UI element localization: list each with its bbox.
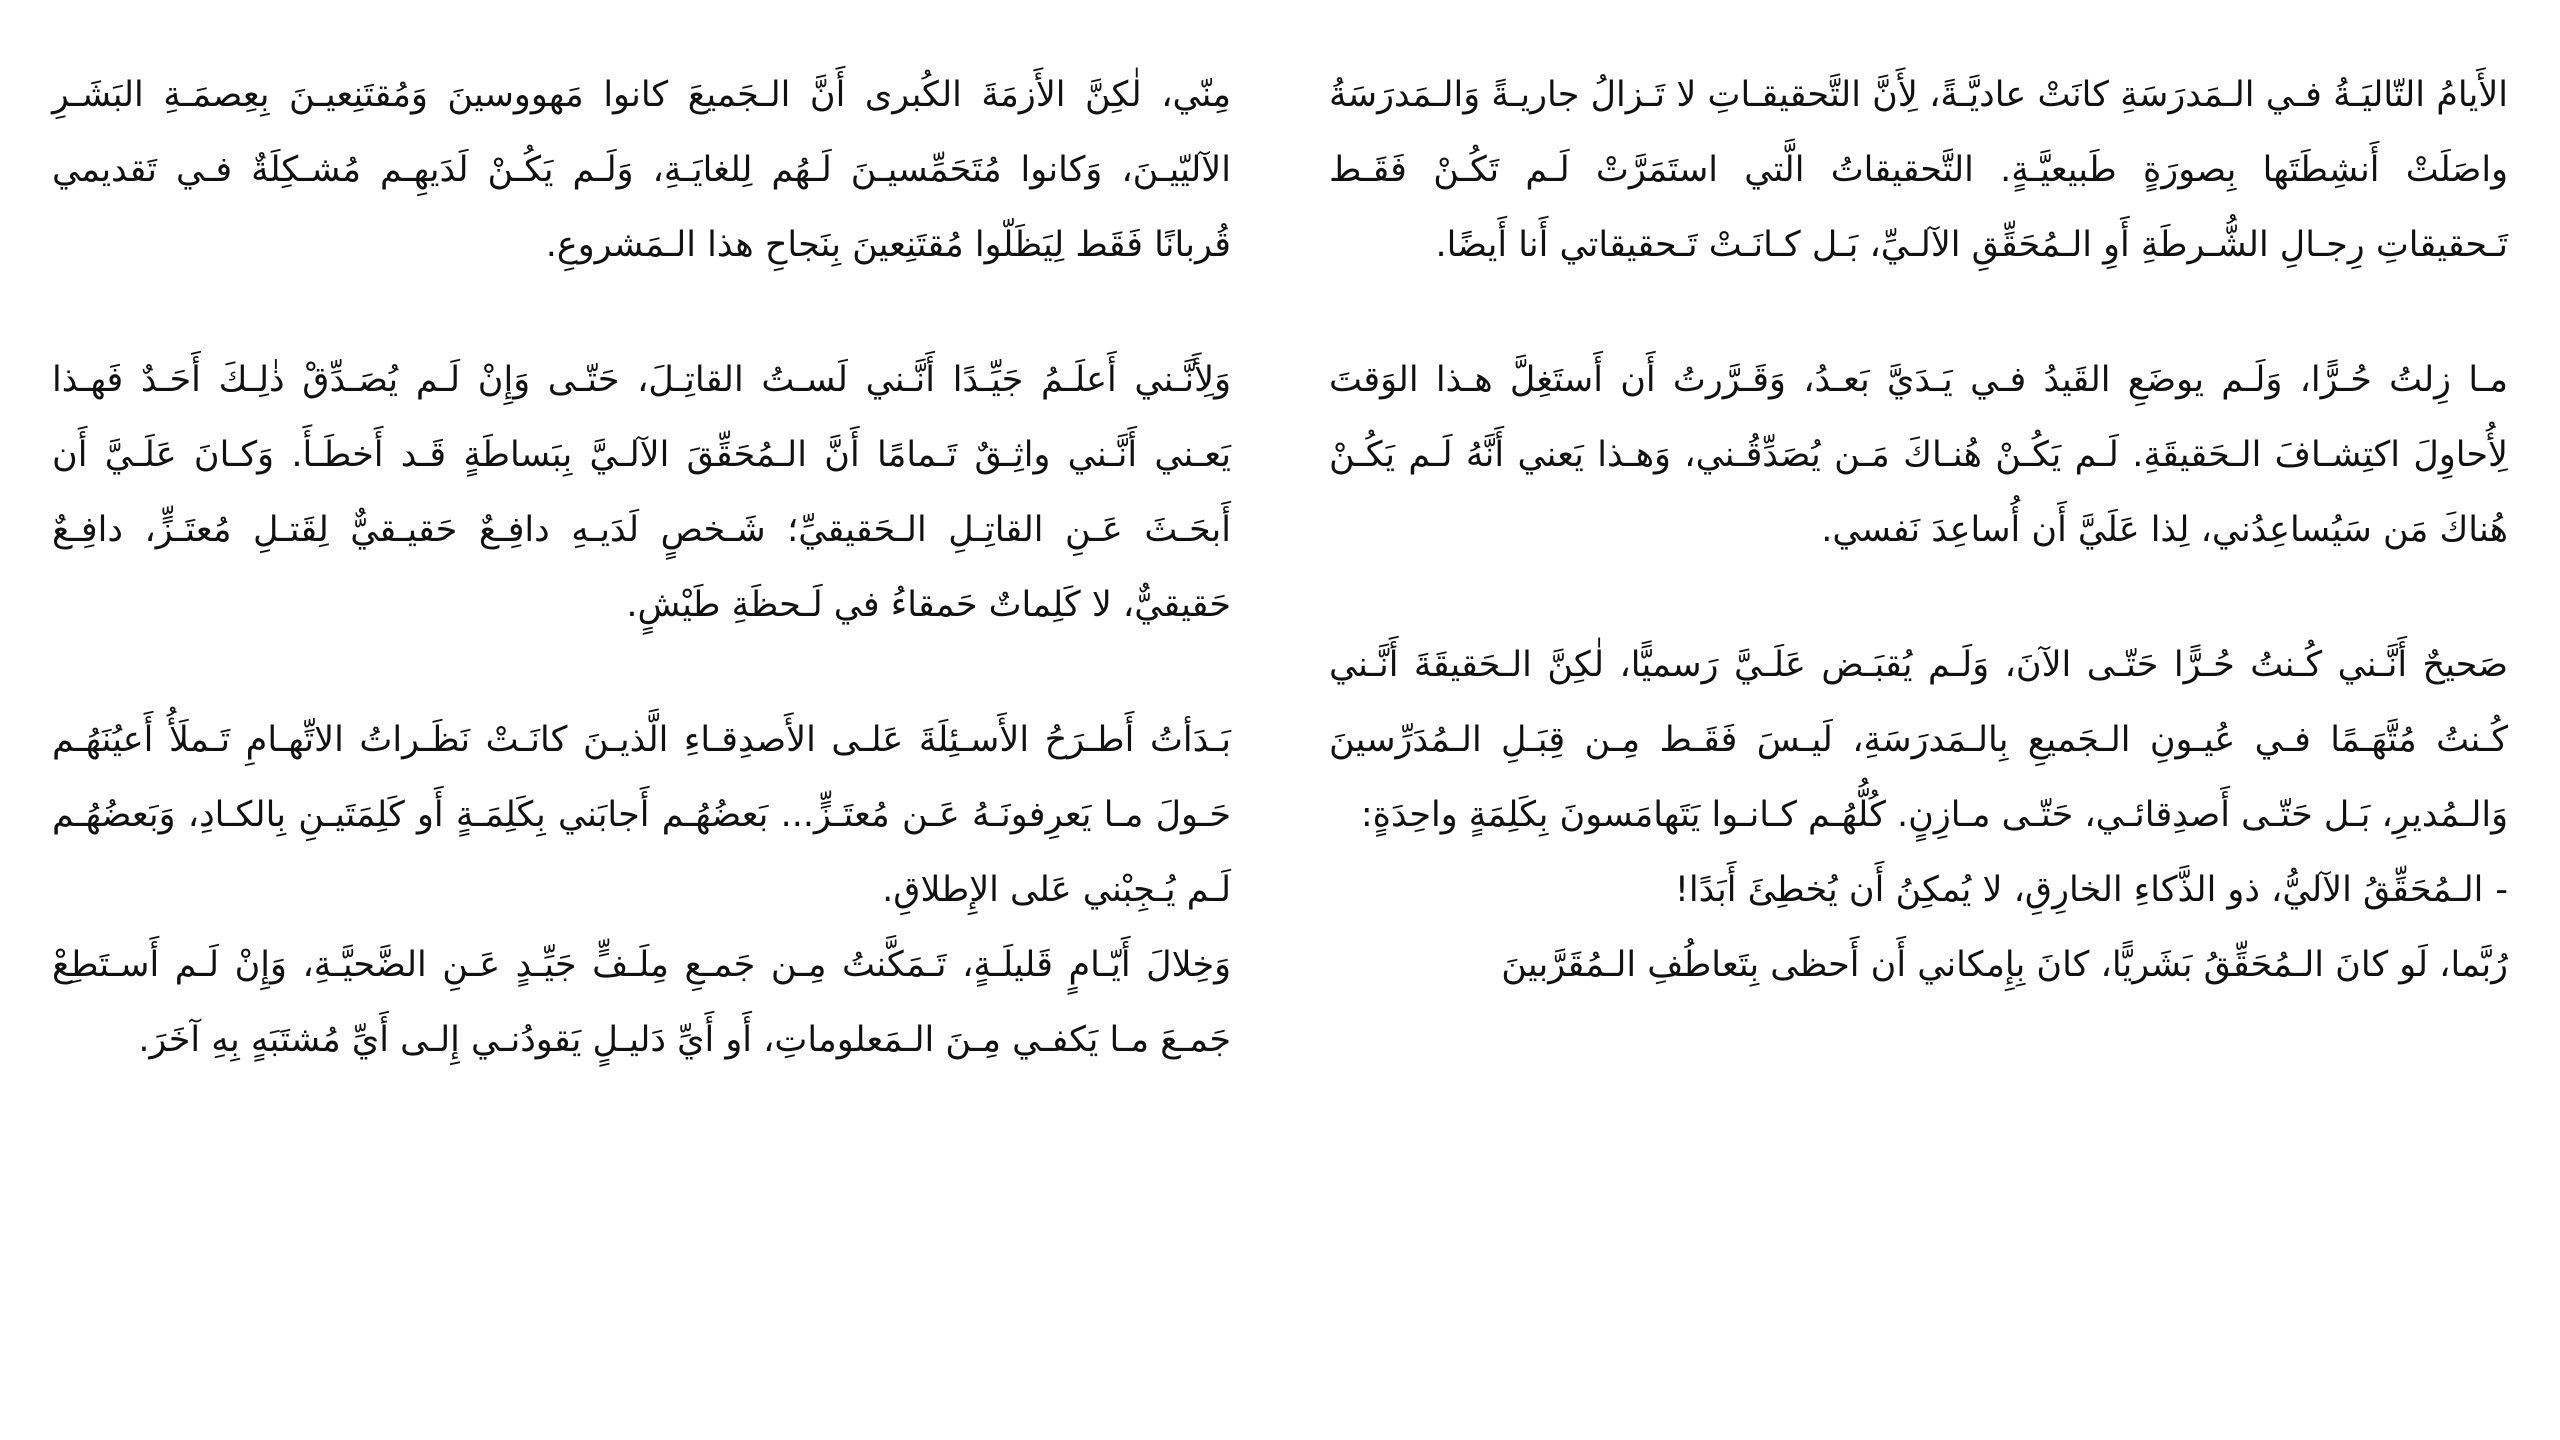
dialogue-text: الـمُحَقِّقُ الآليُّ، ذو الذَّكاءِ الخارِقِ، لا يُمكِنُ أَن يُخطِئَ أَبَدًا! (1674, 870, 2484, 910)
paragraph: مِنّي، لٰكِنَّ الأَزمَةَ الكُبرى أَنَّ الـجَميعَ كانوا مَهووسينَ وَمُقتَنِعيـنَ بِعِصمَـةِ البَشَـرِ الآليّيـنَ، وَكانوا مُتَحَمِّسيـنَ لَـهُم لِلغايَـةِ، وَلَـم يَكُـنْ لَدَيهِـم مُشـكِلَةٌ فـي تَقديمي قُربانًا فَقَط لِيَظَلّوا مُقتَنِعينَ بِنَجاحِ هذا الـمَشروعِ. (52, 75, 1231, 265)
paragraph: الأَيامُ التّاليَـةُ فـي الـمَدرَسَةِ كانَتْ عاديَّـةً، لِأَنَّ التَّحقيقـاتِ لا تَـزالُ جاريـةً وَالـمَدرَسَةُ واصَلَتْ أَنشِطَتَها بِصورَةٍ طَبيعيَّـةٍ. التَّحقيقاتُ الَّتي استَمَرَّتْ لَـم تَكُـنْ فَقَـط تَـحقيقاتِ رِجـالِ الشُّـرطَةِ أَوِ الـمُحَقِّقِ الآلـيِّ، بَـل كـانَـتْ تَـحقيقاتي أَنا أَيضًا. (1329, 75, 2508, 265)
paragraph: رُبَّما، لَو كانَ الـمُحَقِّقُ بَشَريًّا، كانَ بِإِمكاني أَن أَحظى بِتَعاطُفِ الـمُقَرَّبينَ (1501, 945, 2508, 985)
dialogue-dash: - (2495, 870, 2508, 910)
paragraph: بَـدَأتُ أَطـرَحُ الأَسـئِلَةَ عَلـى الأَصدِقـاءِ الَّذيـنَ كانَـتْ نَظَـراتُ الاتِّهـامِ تَـملَأُ أَعيُنَهُـم حَـولَ مـا يَعرِفونَـهُ عَـن مُعتَـزٍّ... بَعضُهُـم أَجابَني بِكَلِمَـةٍ أَو كَلِمَتَيـنِ بِالكـادِ، وَبَعضُهُـم لَـم يُـجِبْني عَلى الإِطلاقِ. (52, 720, 1231, 910)
dialogue-line (1329, 853, 2508, 928)
paragraph: مـا زِلتُ حُـرًّا، وَلَـم يوضَعِ القَيدُ فـي يَـدَيَّ بَعـدُ، وَقَـرَّرتُ أَن أَستَغِلَّ هـذا الوَقتَ لِأُحاوِلَ اكتِشـافَ الـحَقيقَةِ. لَـم يَكُـنْ هُنـاكَ مَـن يُصَدِّقُـني، وَهـذا يَعني أَنَّهُ لَـم يَكُـنْ هُناكَ مَن سَيُساعِدُني، لِذا عَلَيَّ أَن أُساعِدَ نَفسي. (1329, 360, 2508, 550)
paragraph: وَلِأَنَّـني أَعلَـمُ جَيِّـدًا أَنَّـني لَسـتُ القاتِـلَ، حَتّـى وَإِنْ لَـم يُصَـدِّقْ ذٰلِـكَ أَحَـدٌ فَهـذا يَعـني أَنَّـني واثِـقٌ تَـمامًا أَنَّ الـمُحَقِّقَ الآلـيَّ بِبَساطَةٍ قَـد أَخطَـأَ. وَكـانَ عَلَـيَّ أَن أَبحَـثَ عَـنِ القاتِـلِ الـحَقيقيِّ؛ شَـخصٍ لَدَيـهِ دافِـعٌ حَقيـقيٌّ لِقَتـلِ مُعتَـزٍّ، دافِـعٌ حَقيقيٌّ، لا كَلِماتٌ حَمقاءُ في لَـحظَةِ طَيْشٍ. (52, 360, 1231, 625)
left-column (52, 58, 1231, 1440)
right-column (1329, 58, 2508, 1440)
paragraph: صَحيحٌ أَنَّـني كُـنتُ حُـرًّا حَتّـى الآنَ، وَلَـم يُقبَـض عَلَـيَّ رَسميًّا، لٰكِنَّ الـحَقيقَةَ أَنَّـني كُـنتُ مُتَّهَـمًا فـي عُيـونِ الـجَميعِ بِالـمَدرَسَةِ، لَيـسَ فَقَـط مِـن قِبَـلِ الـمُدَرِّسينَ وَالـمُديرِ، بَـل حَتّـى أَصدِقائـي، حَتّـى مـازِنٍ. كُلُّهُـم كـانـوا يَتَهامَسونَ بِكَلِمَةٍ واحِدَةٍ: (1329, 645, 2508, 835)
paragraph: وَخِلالَ أَيّـامٍ قَليلَـةٍ، تَـمَكَّنتُ مِـن جَمـعِ مِلَـفٍّ جَيِّـدٍ عَـنِ الضَّحيَّـةِ، وَإِنْ لَـم أَسـتَطِعْ جَمـعَ مـا يَكفـي مِـنَ الـمَعلوماتِ، أَو أَيِّ دَليـلٍ يَقودُنـي إِلـى أَيِّ مُشتَبَهٍ بِهِ آخَرَ. (52, 945, 1231, 1060)
